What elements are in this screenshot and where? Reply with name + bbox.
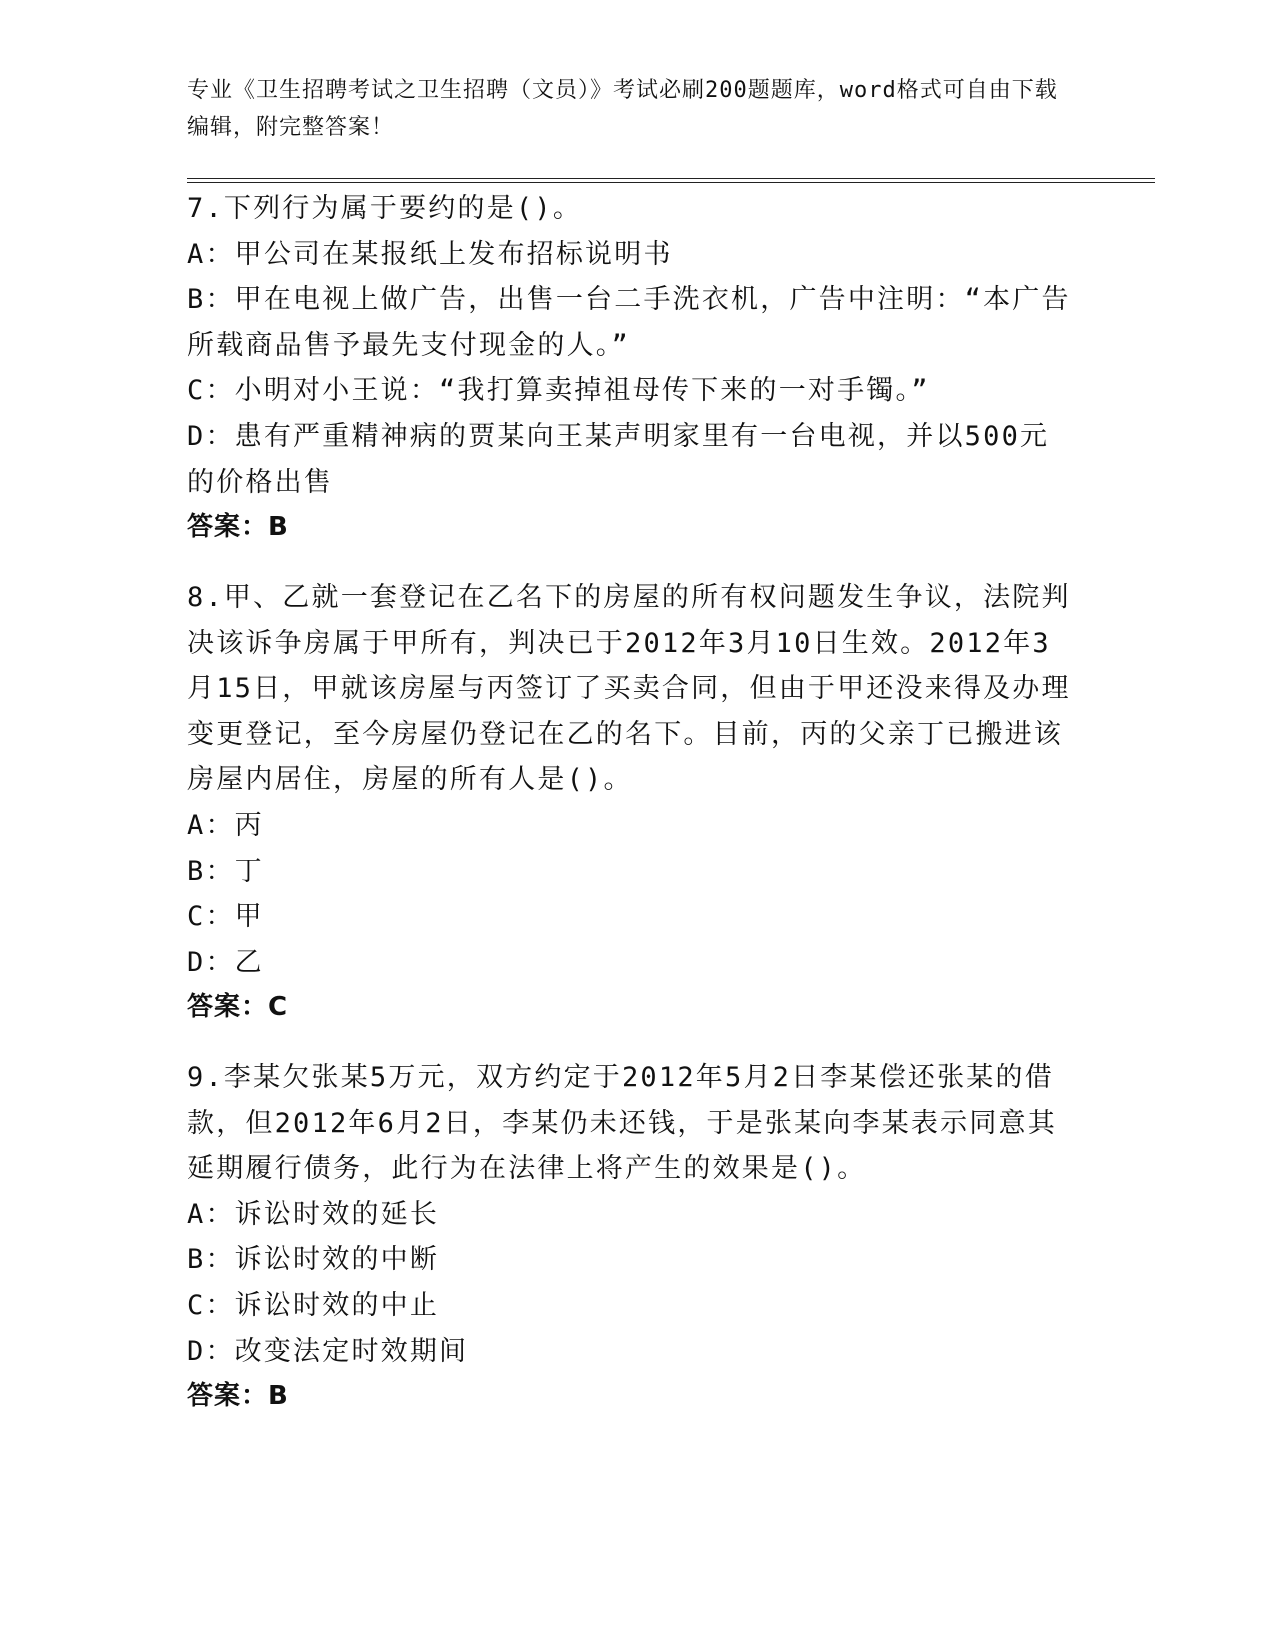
- answer-label: 答案：C: [187, 992, 289, 1023]
- option-b: B：丁: [187, 855, 264, 887]
- header-divider-bottom: [187, 182, 1155, 183]
- question-8: [187, 575, 1077, 1031]
- option-a: A：丙: [187, 809, 264, 841]
- question-7: [187, 186, 1077, 551]
- header-divider-top: [187, 178, 1155, 179]
- option-d: D：乙: [187, 946, 264, 978]
- question-stem: 7.下列行为属于要约的是()。: [187, 193, 583, 224]
- option-c: C：甲: [187, 901, 264, 933]
- answer-label: 答案：B: [187, 512, 289, 543]
- option-d: D：患有严重精神病的贾某向王某声明家里有一台电视，并以500元的价格出售: [187, 420, 1050, 498]
- option-d: D：改变法定时效期间: [187, 1335, 469, 1367]
- question-stem: 8.甲、乙就一套登记在乙名下的房屋的所有权问题发生争议，法院判决该诉争房属于甲所有，判决已于2012年3月10日生效。2012年3月15日，甲就该房屋与丙签订了买卖合同，但由于甲还没来得及办理变更登记，至今房屋仍登记在乙的名下。目前，丙的父亲丁已搬进该房屋内居住，房屋的所有人是()。: [187, 582, 1071, 796]
- answer-label: 答案：B: [187, 1381, 289, 1412]
- document-intro: 专业《卫生招聘考试之卫生招聘（文员）》考试必刷200题题库，word格式可自由下载编辑，附完整答案！: [187, 78, 1058, 140]
- option-c: C：小明对小王说：“我打算卖掉祖母传下来的一对手镯。”: [187, 375, 930, 407]
- question-9: [187, 1055, 1077, 1420]
- option-a: A：甲公司在某报纸上发布招标说明书: [187, 238, 673, 270]
- option-c: C：诉讼时效的中止: [187, 1289, 440, 1321]
- option-b: B：诉讼时效的中断: [187, 1244, 440, 1276]
- question-stem: 9.李某欠张某5万元，双方约定于2012年5月2日李某偿还张某的借款，但2012年6月2日，李某仍未还钱，于是张某向李某表示同意其延期履行债务，此行为在法律上将产生的效果是()。: [187, 1062, 1057, 1185]
- option-a: A：诉讼时效的延长: [187, 1198, 440, 1230]
- option-b: B：甲在电视上做广告，出售一台二手洗衣机，广告中注明：“本广告所载商品售予最先支付现金的人。”: [187, 284, 1071, 361]
